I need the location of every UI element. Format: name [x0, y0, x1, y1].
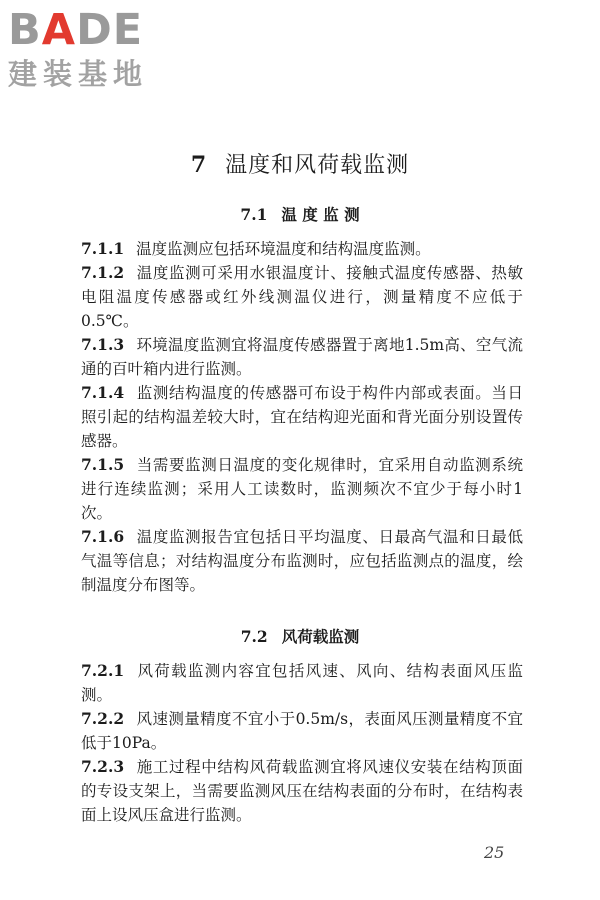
clause-7-1-3	[81, 333, 523, 381]
clause-7-1-4	[81, 381, 523, 453]
clause-text: 监测结构温度的传感器可布设于构件内部或表面。当日照引起的结构温差较大时，宜在结构迎光面和背光面分别设置传感器。	[81, 384, 523, 450]
section-7-1-body	[81, 237, 523, 597]
bade-logo	[8, 6, 178, 98]
clause-text: 温度监测报告宜包括日平均温度、日最高气温和日最低气温等信息；对结构温度分布监测时，应包括监测点的温度，绘制温度分布图等。	[81, 528, 523, 594]
clause-text: 环境温度监测宜将温度传感器置于离地1.5m高、空气流通的百叶箱内进行监测。	[81, 336, 523, 378]
section-title-text: 温 度 监 测	[281, 205, 360, 224]
clause-number: 7.2.2	[81, 709, 125, 728]
logo-letters-suffix: DE	[76, 5, 144, 55]
clause-7-2-1	[81, 659, 523, 707]
chapter-title-text: 温度和风荷载监测	[225, 153, 410, 178]
clause-7-1-6	[81, 525, 523, 597]
section-7-2-body	[81, 659, 523, 827]
section-title-text: 风荷载监测	[281, 627, 360, 646]
clause-number: 7.1.6	[81, 527, 125, 546]
clause-number: 7.1.5	[81, 455, 125, 474]
clause-7-2-2	[81, 707, 523, 755]
section-number: 7.1	[240, 205, 268, 224]
clause-text: 温度监测可采用水银温度计、接触式温度传感器、热敏电阻温度传感器或红外线测温仪进行，测量精度不应低于0.5℃。	[81, 264, 523, 330]
section-heading-7-1	[0, 203, 600, 225]
clause-text: 温度监测应包括环境温度和结构温度监测。	[136, 240, 431, 258]
logo-letter-accent: A	[41, 5, 77, 55]
clause-number: 7.1.2	[81, 263, 125, 282]
clause-number: 7.1.4	[81, 383, 125, 402]
page-number: 25	[484, 843, 505, 862]
clause-text: 当需要监测日温度的变化规律时，宜采用自动监测系统进行连续监测；采用人工读数时，监测频次不宜少于每小时1次。	[81, 456, 523, 522]
clause-text: 风荷载监测内容宜包括风速、风向、结构表面风压监测。	[81, 662, 523, 704]
clause-number: 7.2.1	[81, 661, 125, 680]
clause-text: 施工过程中结构风荷载监测宜将风速仪安装在结构顶面的专设支架上，当需要监测风压在结构表面的分布时，在结构表面上设风压盒进行监测。	[81, 758, 523, 824]
section-heading-7-2	[0, 625, 600, 647]
logo-wordmark	[8, 6, 178, 54]
clause-7-1-5	[81, 453, 523, 525]
clause-number: 7.1.3	[81, 335, 125, 354]
clause-number: 7.1.1	[81, 239, 125, 258]
chapter-title	[0, 148, 600, 179]
clause-7-2-3	[81, 755, 523, 827]
section-number: 7.2	[240, 627, 268, 646]
clause-7-1-2	[81, 261, 523, 333]
clause-7-1-1	[81, 237, 523, 261]
logo-letters-prefix: B	[8, 5, 42, 55]
clause-text: 风速测量精度不宜小于0.5m/s，表面风压测量精度不宜低于10Pa。	[81, 710, 523, 752]
logo-subtitle: 建装基地	[8, 57, 149, 91]
clause-number: 7.2.3	[81, 757, 125, 776]
chapter-number: 7	[190, 152, 208, 178]
